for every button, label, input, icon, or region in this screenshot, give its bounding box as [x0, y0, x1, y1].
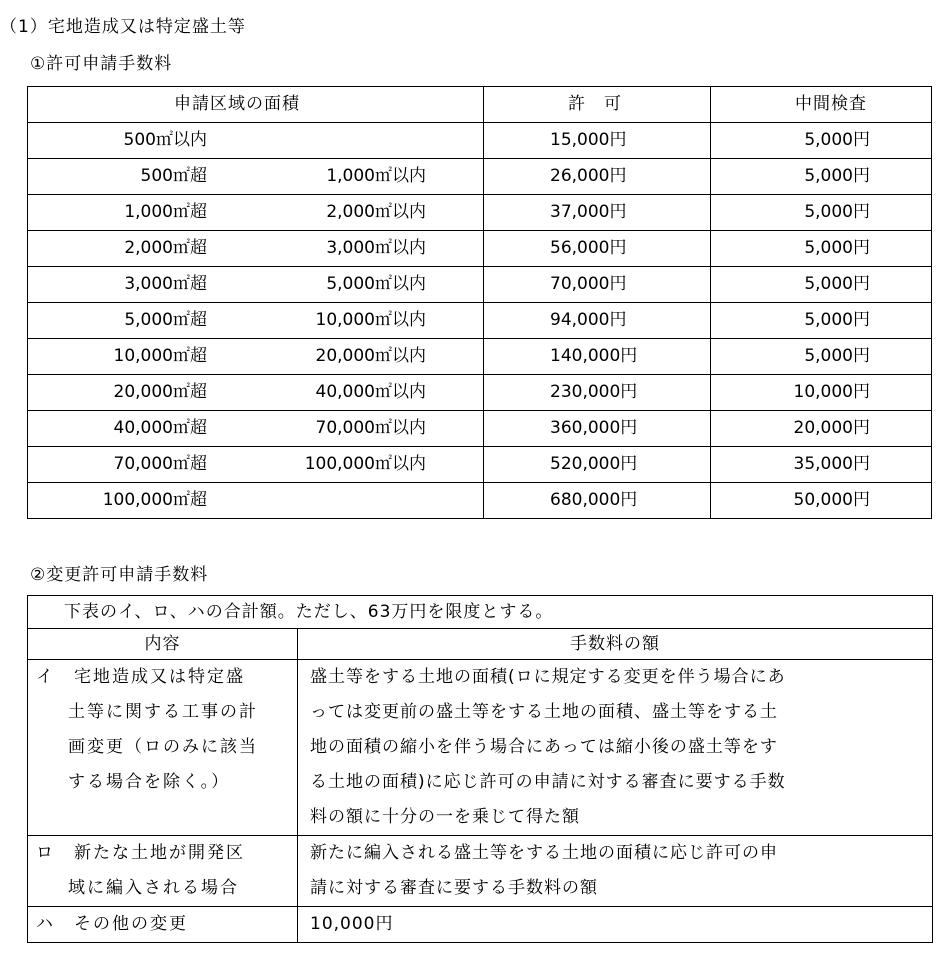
change-fee-table	[27, 595, 933, 943]
area-to: 10,000㎡以内	[315, 310, 426, 330]
note-row	[28, 596, 933, 629]
inspection-fee: 5,000円	[711, 303, 932, 339]
table-header-row	[28, 87, 932, 123]
area-to: 100,000㎡以内	[304, 454, 426, 474]
kind-line: イ 宅地造成又は特定盛	[36, 667, 245, 687]
change-table-title: ②変更許可申請手数料	[30, 565, 209, 585]
inspection-fee: 5,000円	[711, 195, 932, 231]
permit-fee: 360,000円	[484, 411, 711, 447]
header-inspection: 中間検査	[711, 87, 932, 123]
area-to: 70,000㎡以内	[315, 418, 426, 438]
area-cell	[28, 447, 484, 483]
fee-table-title: ①許可申請手数料	[30, 54, 173, 74]
change-amount	[298, 907, 933, 943]
table-row	[28, 123, 932, 159]
table-row	[28, 447, 932, 483]
area-cell	[28, 411, 484, 447]
inspection-fee: 5,000円	[711, 123, 932, 159]
header-content: 内容	[28, 629, 298, 660]
table-row	[28, 267, 932, 303]
permit-fee: 70,000円	[484, 267, 711, 303]
area-from: 100,000㎡超	[102, 490, 207, 510]
amount-line: 地の面積の縮小を伴う場合にあっては縮小後の盛土等をす	[310, 737, 778, 757]
header-permit: 許 可	[484, 87, 711, 123]
area-to: 40,000㎡以内	[315, 382, 426, 402]
inspection-fee: 5,000円	[711, 159, 932, 195]
area-cell	[28, 267, 484, 303]
header-amount: 手数料の額	[298, 629, 933, 660]
note-text: 下表のイ、ロ、ハの合計額。ただし、63万円を限度とする。	[28, 596, 933, 629]
area-from: 20,000㎡超	[113, 382, 207, 402]
permit-fee-table	[27, 86, 932, 519]
amount-line: 盛土等をする土地の面積(ロに規定する変更を伴う場合にあ	[310, 667, 786, 687]
amount-line: 料の額に十分の一を乗じて得た額	[310, 807, 580, 827]
table-row	[28, 231, 932, 267]
permit-fee: 140,000円	[484, 339, 711, 375]
amount-line: 10,000円	[310, 914, 394, 934]
table-row	[28, 375, 932, 411]
table-row	[28, 836, 933, 907]
inspection-fee: 10,000円	[711, 375, 932, 411]
area-to: 2,000㎡以内	[326, 202, 426, 222]
permit-fee: 520,000円	[484, 447, 711, 483]
inspection-fee: 20,000円	[711, 411, 932, 447]
section-title: （1）宅地造成又は特定盛土等	[0, 17, 246, 37]
area-cell	[28, 159, 484, 195]
amount-line: 新たに編入される盛土等をする土地の面積に応じ許可の申	[310, 843, 778, 863]
area-from: 2,000㎡超	[124, 238, 207, 258]
area-from: 1,000㎡超	[124, 202, 207, 222]
change-kind	[28, 907, 298, 943]
area-cell	[28, 195, 484, 231]
inspection-fee: 5,000円	[711, 267, 932, 303]
permit-fee: 230,000円	[484, 375, 711, 411]
area-cell	[28, 231, 484, 267]
area-from: 40,000㎡超	[113, 418, 207, 438]
permit-fee: 94,000円	[484, 303, 711, 339]
change-header-row	[28, 629, 933, 660]
table-row	[28, 411, 932, 447]
inspection-fee: 5,000円	[711, 231, 932, 267]
area-cell	[28, 339, 484, 375]
table-row	[28, 907, 933, 943]
area-cell	[28, 303, 484, 339]
inspection-fee: 5,000円	[711, 339, 932, 375]
kind-line: ハ その他の変更	[36, 914, 188, 934]
permit-fee: 680,000円	[484, 483, 711, 519]
kind-line: 画変更（ロのみに該当	[68, 737, 258, 757]
area-from: 500㎡以内	[123, 130, 207, 150]
area-from: 3,000㎡超	[124, 274, 207, 294]
kind-line: 土等に関する工事の計	[68, 702, 258, 722]
amount-line: る土地の面積)に応じ許可の申請に対する審査に要する手数	[310, 772, 786, 792]
area-from: 5,000㎡超	[124, 310, 207, 330]
kind-line: する場合を除く。）	[68, 772, 231, 792]
permit-fee: 15,000円	[484, 123, 711, 159]
permit-fee: 37,000円	[484, 195, 711, 231]
area-cell	[28, 375, 484, 411]
amount-line: 請に対する審査に要する手数料の額	[310, 878, 598, 898]
permit-fee: 56,000円	[484, 231, 711, 267]
area-to: 3,000㎡以内	[326, 238, 426, 258]
inspection-fee: 35,000円	[711, 447, 932, 483]
table-row	[28, 303, 932, 339]
area-to: 20,000㎡以内	[315, 346, 426, 366]
area-cell	[28, 123, 484, 159]
inspection-fee: 50,000円	[711, 483, 932, 519]
change-kind	[28, 660, 298, 836]
amount-line: っては変更前の盛土等をする土地の面積、盛土等をする土	[310, 702, 778, 722]
area-cell	[28, 483, 484, 519]
table-row	[28, 339, 932, 375]
area-from: 10,000㎡超	[113, 346, 207, 366]
change-amount	[298, 660, 933, 836]
area-to: 5,000㎡以内	[326, 274, 426, 294]
table-row	[28, 159, 932, 195]
area-from: 70,000㎡超	[113, 454, 207, 474]
change-amount	[298, 836, 933, 907]
table-row	[28, 660, 933, 836]
kind-line: 域に編入される場合	[68, 878, 239, 898]
table-row	[28, 195, 932, 231]
change-kind	[28, 836, 298, 907]
permit-fee: 26,000円	[484, 159, 711, 195]
table-row	[28, 483, 932, 519]
area-to: 1,000㎡以内	[326, 166, 426, 186]
area-from: 500㎡超	[140, 166, 207, 186]
kind-line: ロ 新たな土地が開発区	[36, 843, 245, 863]
header-area: 申請区域の面積	[28, 87, 484, 123]
